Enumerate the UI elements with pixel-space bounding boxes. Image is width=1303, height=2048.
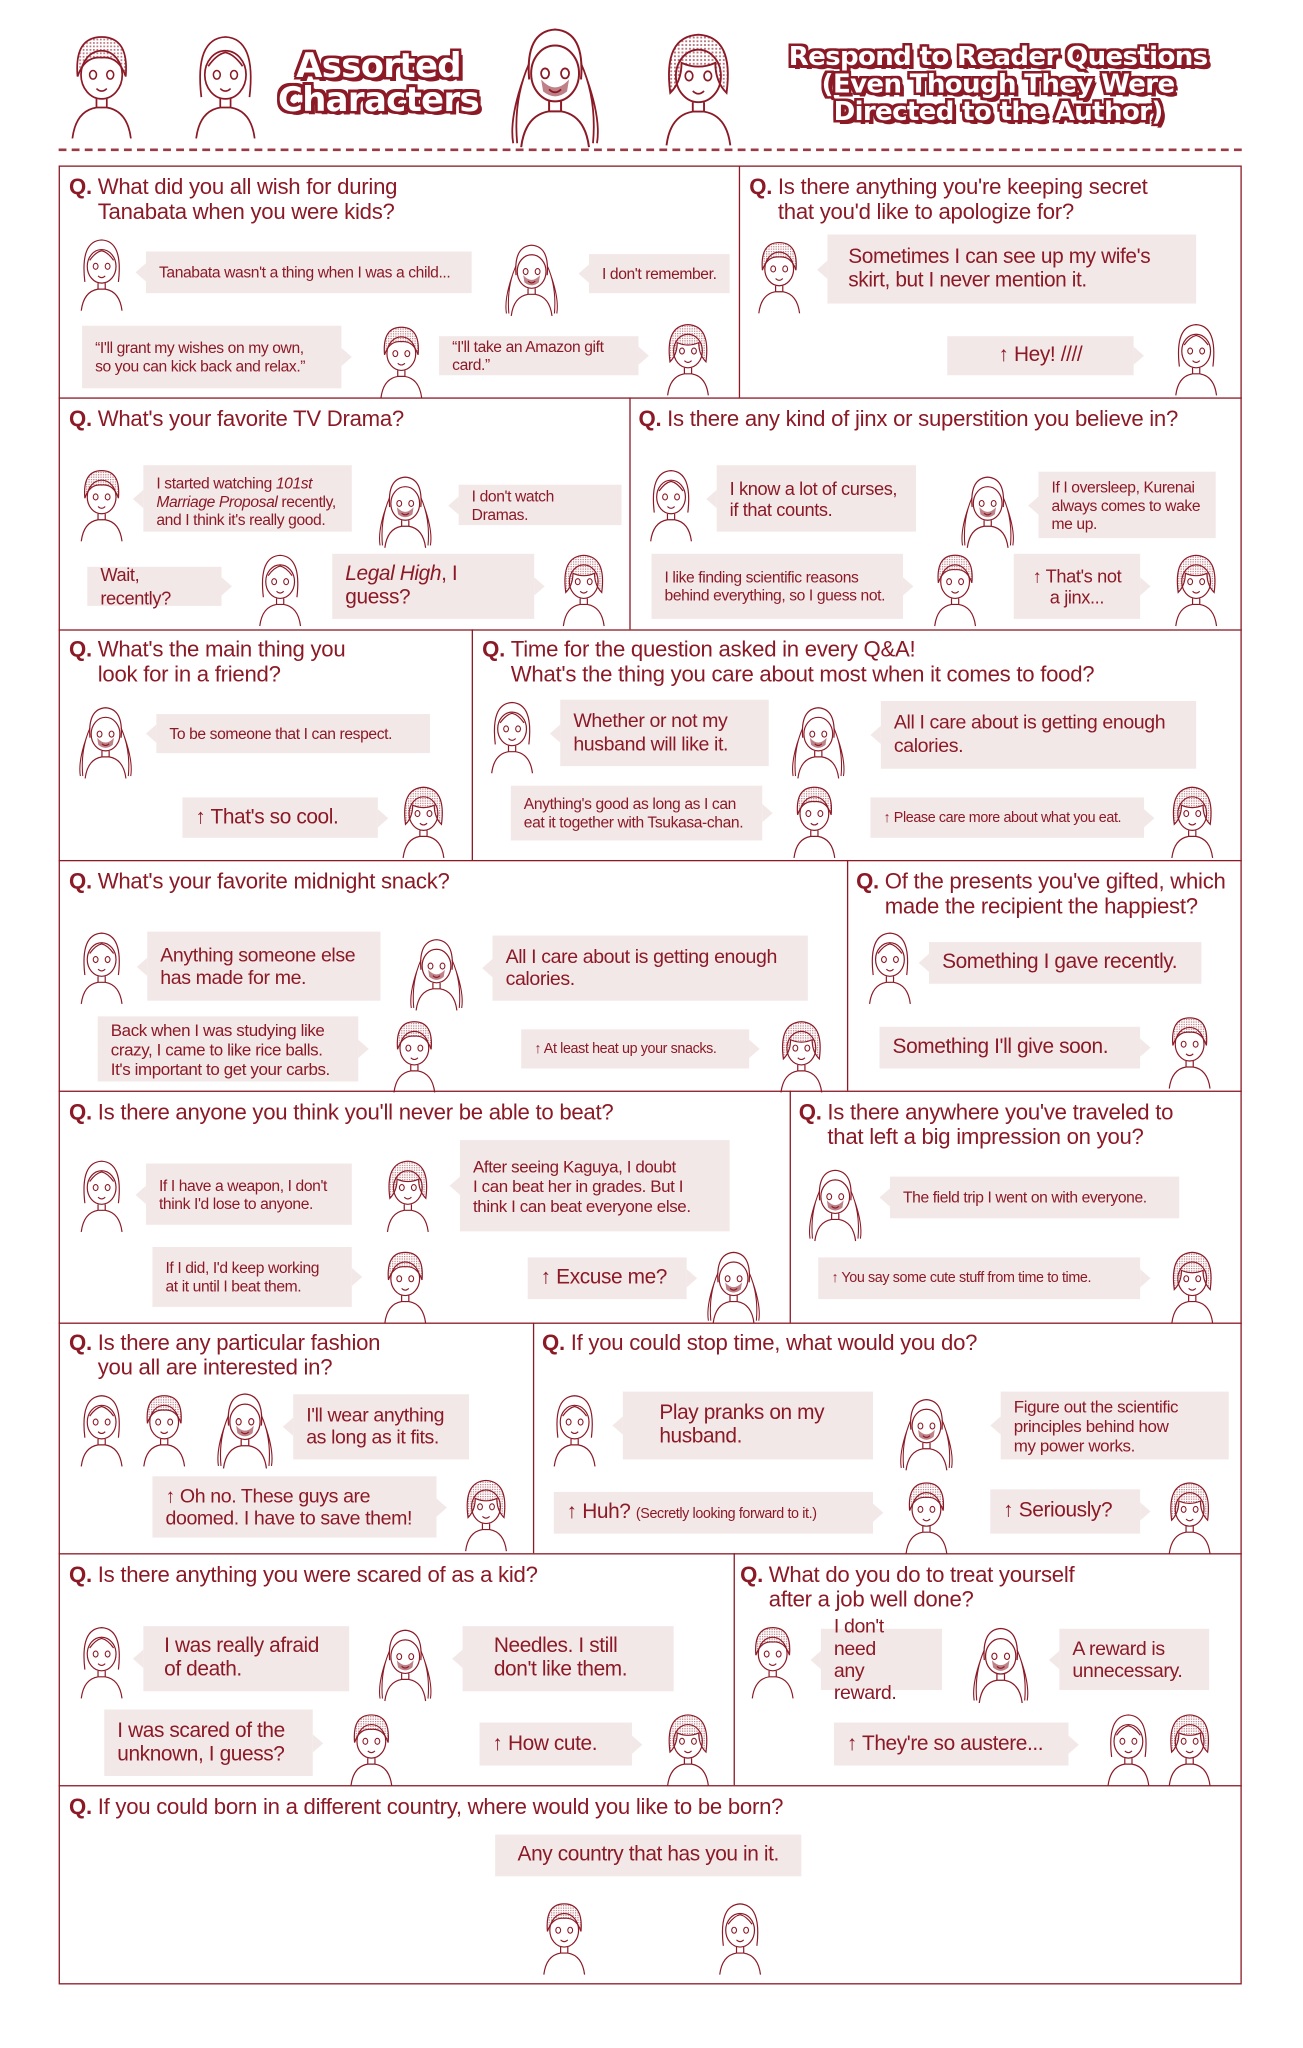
speech-bubble: ↑ How cute. — [480, 1723, 632, 1766]
speech-bubble: After seeing Kaguya, I doubt I can beat her in grades. But I think I can beat everyone else. — [460, 1140, 730, 1231]
character-portrait-icon — [1160, 1010, 1220, 1091]
question-text: If you could stop time, what would you do? — [570, 1330, 978, 1356]
speech-bubble: I'll wear anything as long as it fits. — [293, 1394, 469, 1459]
character-portrait-icon — [545, 1388, 605, 1469]
character-portrait-icon — [749, 235, 809, 316]
character-portrait-icon — [958, 469, 1018, 550]
speech-bubble: All I care about is getting enough calories. — [881, 701, 1196, 769]
bubble-text: recently, and I think it's really good. — [156, 492, 336, 530]
character-portrait-icon — [208, 1388, 281, 1469]
question-text: Is there any kind of jinx or superstition you believe in? — [667, 406, 1179, 432]
character-portrait-icon — [704, 1244, 764, 1325]
speech-bubble: A reward is unnecessary. — [1059, 1629, 1209, 1690]
speech-bubble: All I care about is getting enough calories. — [493, 936, 808, 1001]
speech-bubble: ↑ They're so austere... — [834, 1723, 1069, 1766]
question-text: Of the presents you've gifted, which made the recipient the happiest? — [884, 869, 1226, 919]
character-portrait-icon — [182, 20, 268, 148]
speech-bubble: Whether or not my husband will like it. — [560, 700, 768, 766]
title-assorted-characters: Assorted Characters — [278, 46, 480, 120]
q-marker: Q. — [69, 637, 92, 662]
character-portrait-icon — [1166, 317, 1226, 398]
question-text: Is there anything you were scared of as a kid? — [97, 1562, 538, 1588]
character-portrait-icon — [1162, 1244, 1222, 1325]
divider — [739, 165, 740, 397]
q-marker: Q. — [542, 1330, 565, 1356]
divider — [59, 1553, 1242, 1554]
speech-bubble: To be someone that I can respect. — [156, 714, 430, 753]
question-text: If you could born in a different country, where would you like to be born? — [97, 1794, 784, 1819]
question-text: What's your favorite TV Drama? — [97, 406, 404, 432]
drama-title: Legal High — [345, 562, 442, 586]
divider — [59, 629, 1242, 630]
divider — [59, 1785, 1242, 1786]
q-marker: Q. — [740, 1562, 763, 1588]
q-marker: Q. — [69, 1330, 92, 1356]
q-marker: Q. — [69, 1562, 92, 1588]
bubble-text: , I guess? — [345, 562, 458, 609]
question — [749, 175, 1147, 225]
character-portrait-icon — [964, 1622, 1037, 1703]
speech-bubble: If I oversleep, Kurenai always comes to wake me up. — [1038, 472, 1215, 538]
question — [69, 637, 345, 687]
character-portrait-icon — [534, 1896, 594, 1977]
speech-bubble: I don't remember. — [589, 254, 730, 293]
speech-bubble: ↑ Seriously? — [990, 1489, 1140, 1533]
speech-bubble: Figure out the scientific principles behind how my power works. — [1001, 1392, 1229, 1460]
speech-bubble: I don't need any reward. — [821, 1629, 942, 1690]
character-portrait-icon — [134, 1388, 194, 1469]
character-portrait-icon — [1160, 1475, 1220, 1556]
speech-bubble: ↑ At least heat up your snacks. — [521, 1029, 749, 1068]
question — [69, 1330, 380, 1380]
speech-bubble: ↑ That's not a jinx... — [1014, 554, 1140, 619]
question — [69, 1794, 783, 1819]
character-portrait-icon — [456, 1472, 516, 1553]
question-text: What's your favorite midnight snack? — [97, 869, 450, 894]
character-portrait-icon — [250, 547, 310, 628]
question — [69, 869, 450, 894]
character-portrait-icon — [784, 779, 844, 860]
character-portrait-icon — [860, 925, 920, 1006]
title-reader-questions: Respond to Reader Questions (Even Though They Were Directed to the Author) — [788, 40, 1208, 127]
character-portrait-icon — [896, 1475, 956, 1556]
speech-bubble: Back when I was studying like crazy, I came to like rice balls. It's important to get your carbs. — [98, 1016, 359, 1081]
speech-bubble — [554, 1492, 873, 1534]
q-marker: Q. — [69, 406, 92, 432]
speech-bubble: Anything's good as long as I can eat it together with Tsukasa-chan. — [511, 786, 762, 841]
speech-bubble: Wait, recently? — [87, 567, 221, 606]
question-text: Is there anyone you think you'll never be able to beat? — [97, 1099, 614, 1125]
character-portrait-icon — [375, 469, 435, 550]
divider — [59, 1091, 1242, 1092]
character-portrait-icon — [407, 932, 467, 1013]
divider — [847, 860, 848, 1091]
character-portrait-icon — [1166, 547, 1226, 628]
q-marker: Q. — [482, 637, 505, 662]
character-portrait-icon — [72, 232, 132, 313]
speech-bubble: I like finding scientific reasons behind everything, so I guess not. — [652, 554, 903, 619]
character-portrait-icon — [658, 317, 718, 398]
speech-bubble: Play pranks on my husband. — [623, 1392, 873, 1460]
question — [740, 1562, 1074, 1612]
speech-bubble: I was really afraid of death. — [143, 1626, 349, 1691]
speech-bubble: ↑ That's so cool. — [182, 797, 377, 837]
speech-bubble: Tanabata wasn't a thing when I was a child... — [146, 251, 472, 293]
character-portrait-icon — [710, 1896, 770, 1977]
question — [856, 869, 1226, 919]
speech-bubble: If I did, I'd keep working at it until I beat them. — [152, 1247, 351, 1307]
speech-bubble: Something I gave recently. — [929, 942, 1201, 984]
speech-bubble: Sometimes I can see up my wife's skirt, but I never mention it. — [827, 235, 1196, 304]
speech-bubble: ↑ Please care more about what you eat. — [870, 797, 1144, 837]
speech-bubble: I was scared of the unknown, I guess? — [104, 1710, 312, 1776]
speech-bubble: If I have a weapon, I don't think I'd lose to anyone. — [146, 1164, 352, 1225]
question-text: Is there anything you're keeping secret that you'd like to apologize for? — [777, 174, 1148, 225]
speech-bubble: Anything someone else has made for me. — [147, 932, 380, 1001]
question — [69, 1100, 613, 1125]
character-portrait-icon — [771, 1014, 831, 1095]
divider — [59, 1323, 1242, 1324]
character-portrait-icon — [72, 925, 132, 1006]
bubble-text: I started watching — [156, 474, 276, 493]
character-portrait-icon — [896, 1392, 956, 1473]
q-marker: Q. — [69, 1099, 92, 1125]
speech-bubble: “I'll grant my wishes on my own, so you can kick back and relax.” — [82, 326, 341, 389]
q-marker: Q. — [856, 869, 879, 894]
character-portrait-icon — [925, 547, 985, 628]
character-portrait-icon — [641, 463, 701, 544]
character-portrait-icon — [743, 1620, 803, 1701]
character-portrait-icon — [76, 700, 136, 781]
q-marker: Q. — [69, 174, 92, 200]
question — [799, 1100, 1173, 1150]
character-portrait-icon — [72, 463, 132, 544]
question — [69, 175, 397, 225]
bubble-aside: (Secretly looking forward to it.) — [635, 1505, 817, 1522]
question — [482, 637, 1094, 687]
character-portrait-icon — [805, 1162, 865, 1243]
character-portrait-icon — [1160, 1707, 1220, 1788]
speech-bubble: The field trip I went on with everyone. — [890, 1177, 1179, 1219]
divider — [629, 397, 630, 629]
question — [69, 407, 404, 432]
character-portrait-icon — [72, 1153, 132, 1234]
character-portrait-icon — [375, 1244, 435, 1325]
speech-bubble: Needles. I still don't like them. — [463, 1626, 674, 1691]
character-portrait-icon — [1162, 779, 1222, 860]
question-text: What's the main thing you look for in a friend? — [97, 637, 346, 687]
divider — [790, 1091, 791, 1323]
character-portrait-icon — [788, 700, 848, 781]
speech-bubble: I know a lot of curses, if that counts. — [717, 465, 916, 531]
speech-bubble: ↑ You say some cute stuff from time to time. — [818, 1257, 1140, 1299]
q-marker: Q. — [749, 174, 773, 200]
character-portrait-icon — [59, 20, 145, 148]
character-portrait-icon — [371, 319, 431, 400]
speech-bubble: ↑ Excuse me? — [528, 1257, 687, 1299]
character-portrait-icon — [341, 1707, 401, 1788]
q-marker: Q. — [638, 406, 662, 432]
speech-bubble: “I'll take an Amazon gift card.” — [439, 336, 638, 375]
question — [69, 1562, 538, 1587]
question-text: Is there any particular fashion you all are interested in? — [97, 1330, 381, 1380]
question-text: Time for the question asked in every Q&A! What's the thing you care about most when it comes to food? — [510, 637, 1095, 687]
character-portrait-icon — [493, 20, 618, 148]
bubble-text: ↑ Huh? — [566, 1500, 636, 1523]
speech-bubble: Any country that has you in it. — [495, 1835, 801, 1877]
character-portrait-icon — [482, 694, 542, 775]
question-text: What did you all wish for during Tanabata when you were kids? — [97, 174, 398, 225]
divider — [472, 629, 473, 860]
question-text: Is there anywhere you've traveled to that left a big impression on you? — [827, 1099, 1174, 1150]
q-marker: Q. — [69, 869, 92, 894]
speech-bubble: Something I'll give soon. — [880, 1027, 1141, 1069]
q-marker: Q. — [798, 1099, 822, 1125]
header-divider — [59, 149, 1242, 152]
divider — [59, 860, 1242, 861]
speech-bubble: ↑ Oh no. These guys are doomed. I have to save them! — [152, 1476, 436, 1537]
divider — [59, 397, 1242, 398]
q-marker: Q. — [69, 1794, 92, 1819]
character-portrait-icon — [652, 23, 746, 147]
divider — [533, 1323, 534, 1554]
character-portrait-icon — [394, 779, 454, 860]
character-portrait-icon — [72, 1388, 132, 1469]
question — [542, 1330, 977, 1355]
character-portrait-icon — [658, 1707, 718, 1788]
character-portrait-icon — [72, 1620, 132, 1701]
question — [638, 407, 1178, 432]
question-text: What do you do to treat yourself after a job well done? — [768, 1562, 1075, 1612]
speech-bubble — [143, 465, 351, 531]
divider — [734, 1553, 735, 1785]
character-portrait-icon — [502, 237, 562, 318]
character-portrait-icon — [375, 1622, 435, 1703]
character-portrait-icon — [1098, 1707, 1158, 1788]
drama-title: 101st Marriage Proposal — [156, 474, 313, 511]
speech-bubble: I don't watch Dramas. — [459, 485, 622, 525]
speech-bubble: ↑ Hey! //// — [947, 336, 1133, 375]
speech-bubble — [332, 554, 534, 619]
character-portrait-icon — [384, 1014, 444, 1095]
character-portrait-icon — [554, 547, 614, 628]
character-portrait-icon — [378, 1153, 438, 1234]
